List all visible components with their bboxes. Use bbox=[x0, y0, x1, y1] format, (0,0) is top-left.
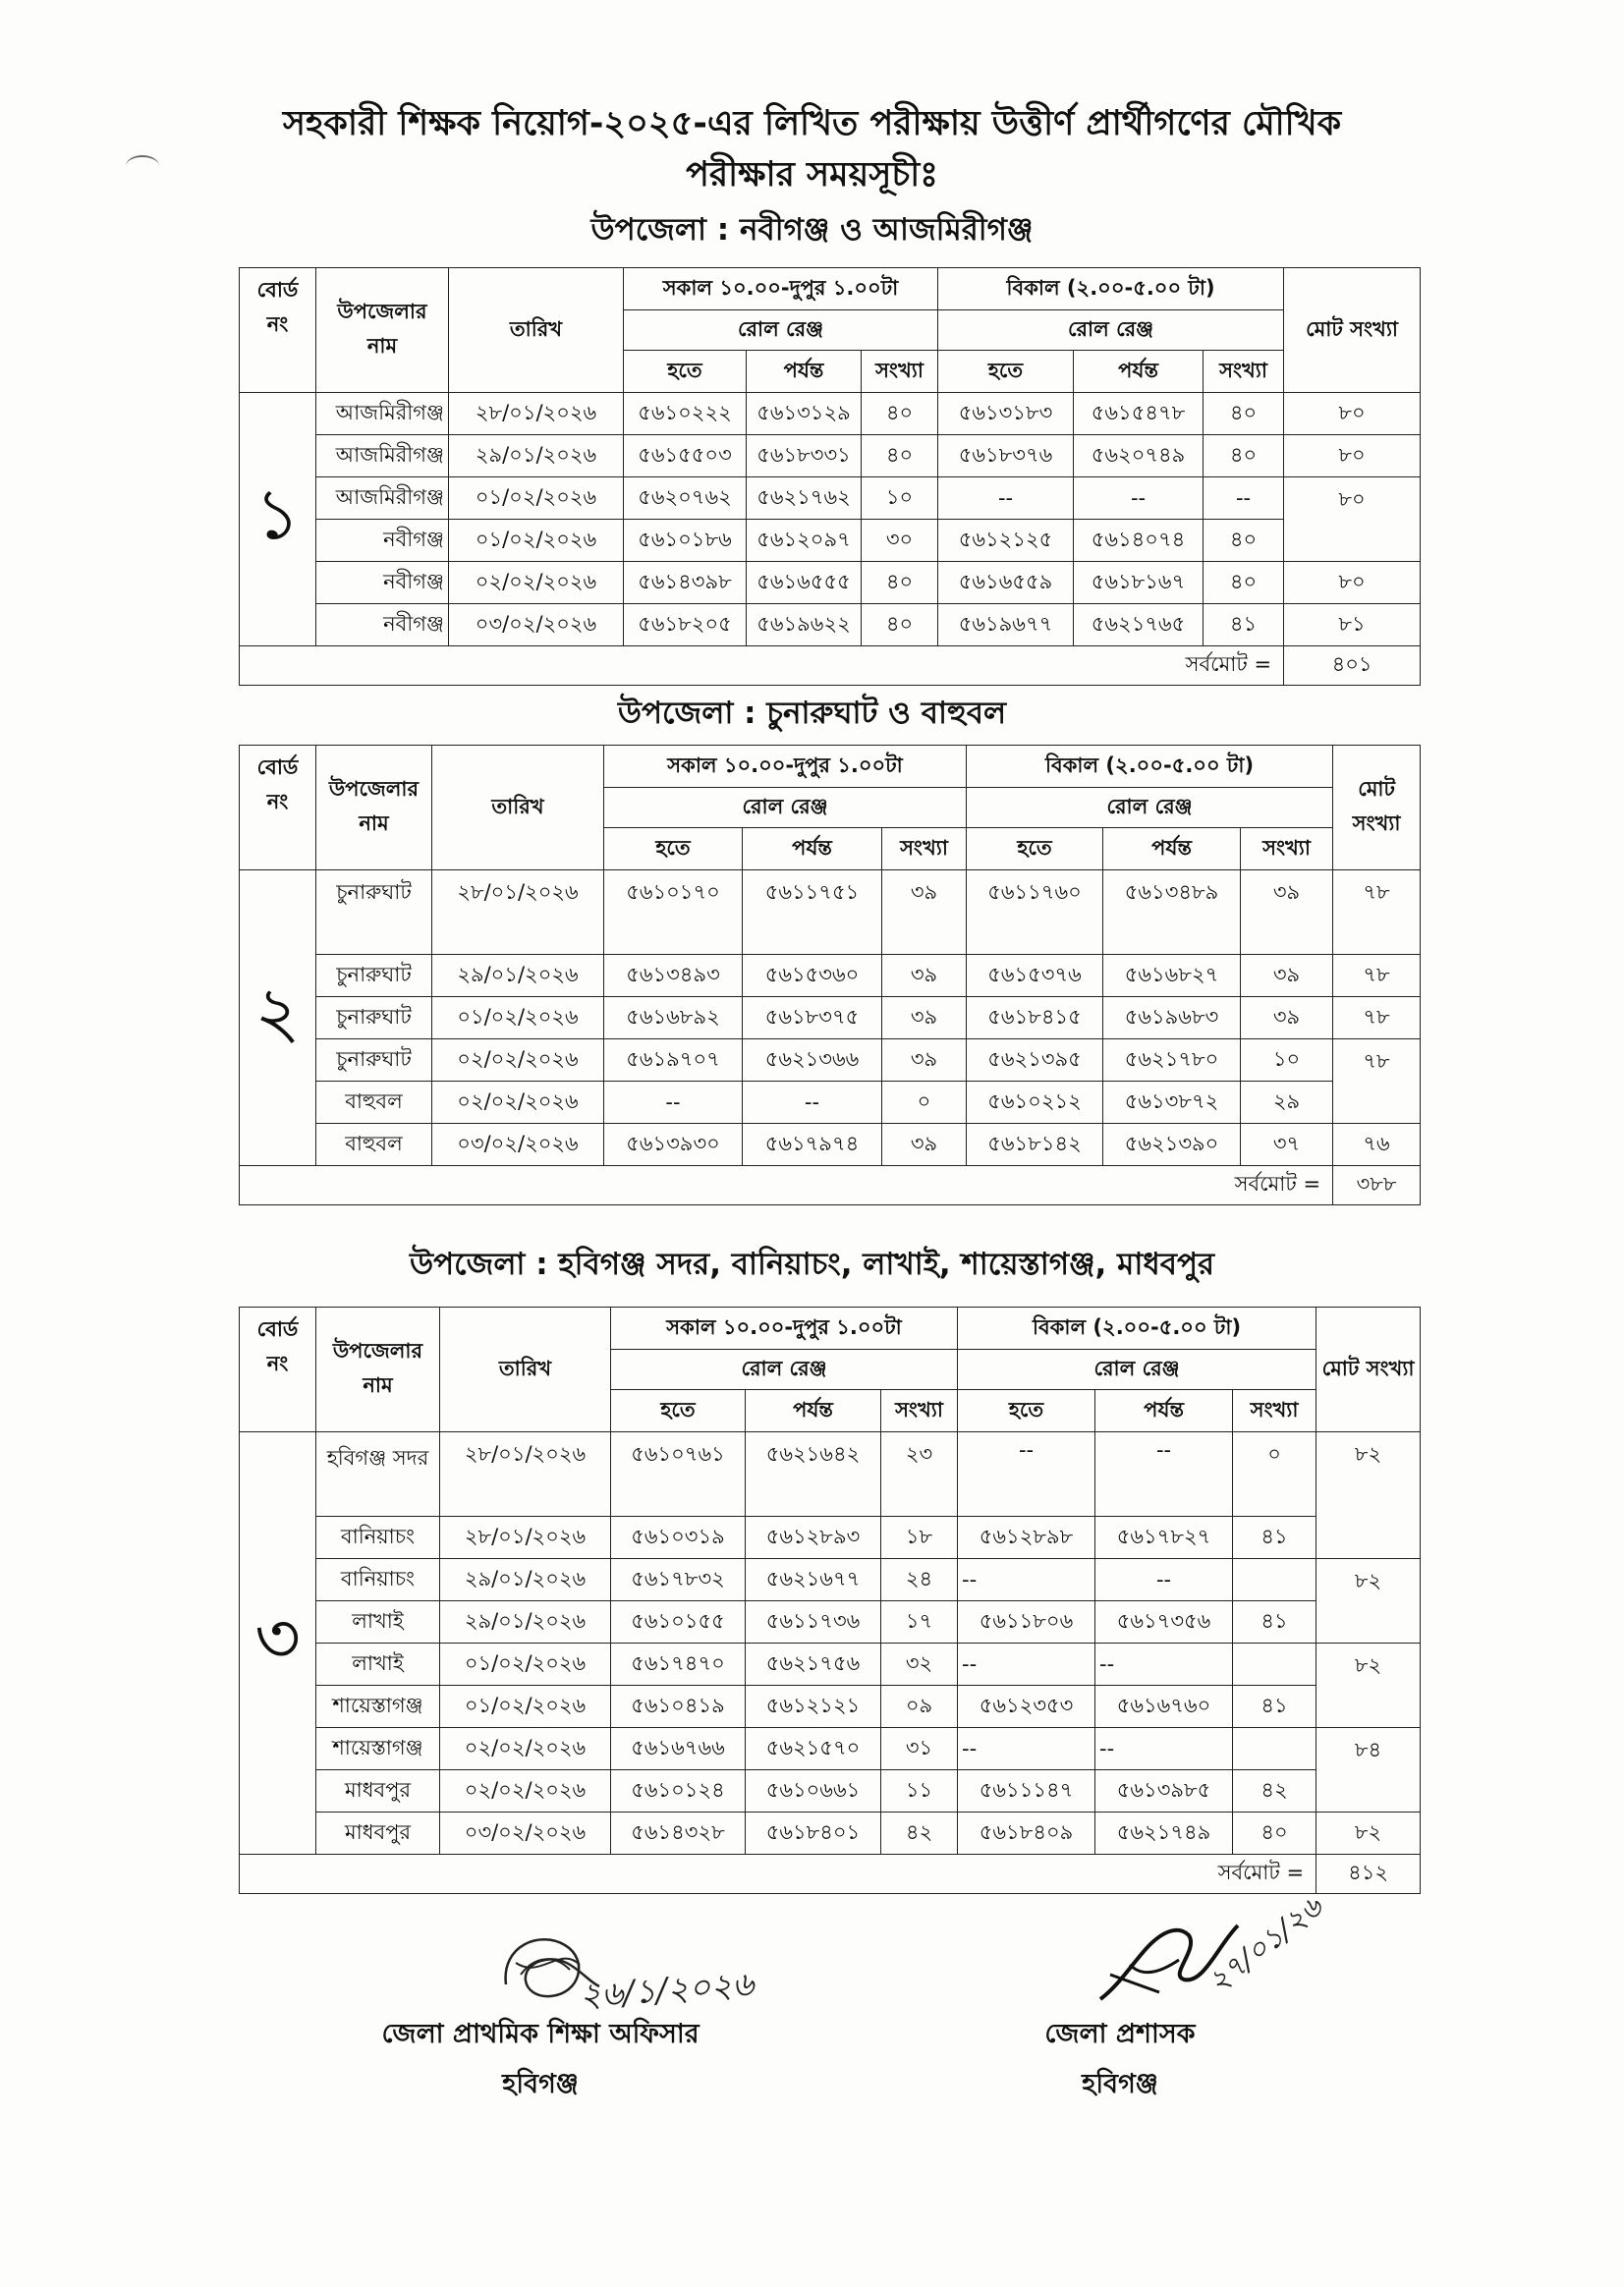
schedule-table-3 bbox=[239, 1307, 1421, 1894]
morning-to-header: পর্যন্ত bbox=[746, 1390, 881, 1432]
afternoon-from-cell: ৫৬১৯৬৭৭ bbox=[938, 604, 1074, 646]
morning-from-header: হতে bbox=[611, 1390, 746, 1432]
grand-total-value: ৩৮৮ bbox=[1333, 1166, 1421, 1205]
afternoon-from-cell: ৫৬১২১২৫ bbox=[938, 520, 1074, 562]
upazila-cell: বাহুবল bbox=[316, 1124, 432, 1166]
date-cell: ০১/০২/২০২৬ bbox=[440, 1644, 611, 1686]
date-cell: ২৮/০১/২০২৬ bbox=[440, 1432, 611, 1517]
morning-count-cell: ৩৯ bbox=[882, 997, 967, 1039]
morning-header: সকাল ১০.০০-দুপুর ১.০০টা bbox=[604, 746, 967, 788]
afternoon-count-cell: ২৯ bbox=[1241, 1082, 1333, 1124]
morning-to-cell: ৫৬২১৫৭০ bbox=[746, 1728, 881, 1770]
afternoon-to-cell: ৫৬১৩৯৮৫ bbox=[1095, 1770, 1233, 1813]
morning-from-cell: -- bbox=[604, 1082, 743, 1124]
table-row bbox=[240, 997, 1421, 1039]
afternoon-count-header: সংখ্যা bbox=[1241, 828, 1333, 870]
morning-count-cell: ৪০ bbox=[862, 393, 938, 435]
total-cell: ৮০ bbox=[1284, 562, 1421, 604]
morning-from-cell: ৫৬১৭৮৩২ bbox=[611, 1559, 746, 1601]
date-cell: ২৯/০১/২০২৬ bbox=[432, 955, 604, 997]
morning-count-cell: ২৪ bbox=[881, 1559, 958, 1601]
afternoon-to-cell: ৫৬১৬৮২৭ bbox=[1103, 955, 1241, 997]
afternoon-count-cell: ৩৭ bbox=[1241, 1124, 1333, 1166]
table-row bbox=[240, 435, 1421, 477]
afternoon-from-cell: -- bbox=[958, 1559, 1095, 1601]
upazila-cell: লাখাই bbox=[316, 1644, 440, 1686]
morning-roll-range: রোল রেঞ্জ bbox=[604, 788, 967, 828]
total-cell: ৮০ bbox=[1284, 435, 1421, 477]
afternoon-count-cell: ৪০ bbox=[1233, 1813, 1316, 1855]
total-cell: ৮২ bbox=[1316, 1813, 1421, 1855]
morning-from-cell: ৫৬১৬৭৬৬ bbox=[611, 1728, 746, 1770]
afternoon-to-cell: ৫৬১৯৬৮৩ bbox=[1103, 997, 1241, 1039]
date-cell: ০৩/০২/২০২৬ bbox=[440, 1813, 611, 1855]
left-signatory-place: হবিগঞ্জ bbox=[502, 2069, 579, 2099]
right-signature-block bbox=[1022, 2014, 1218, 2114]
total-header: মোট সংখ্যা bbox=[1284, 268, 1421, 393]
board-number: ১ bbox=[240, 393, 316, 646]
afternoon-from-cell: -- bbox=[938, 477, 1074, 520]
right-handwritten-date: ২৭/০১/২৬ bbox=[1202, 1889, 1329, 2000]
afternoon-to-cell: ৫৬১৬৭৬০ bbox=[1095, 1686, 1233, 1728]
upazila-cell: মাধবপুর bbox=[316, 1770, 440, 1813]
morning-from-cell: ৫৬১০১৭০ bbox=[604, 870, 743, 955]
grand-total-label: সর্বমোট = bbox=[240, 1166, 1333, 1205]
afternoon-count-header: সংখ্যা bbox=[1204, 351, 1284, 393]
board-number: ৩ bbox=[240, 1432, 316, 1855]
morning-from-cell: ৫৬১৫৫০৩ bbox=[624, 435, 747, 477]
afternoon-to-cell: ৫৬১৮১৬৭ bbox=[1074, 562, 1204, 604]
right-signatory-title: জেলা প্রশাসক bbox=[1044, 2019, 1196, 2049]
morning-count-cell: ১৮ bbox=[881, 1517, 958, 1559]
morning-count-cell: ০ bbox=[882, 1082, 967, 1124]
upazila-header: উপজেলার নাম bbox=[316, 268, 449, 393]
morning-to-cell: ৫৬১৮৩৩১ bbox=[747, 435, 862, 477]
date-cell: ০১/০২/২০২৬ bbox=[432, 997, 604, 1039]
afternoon-count-cell: ৪০ bbox=[1204, 562, 1284, 604]
table-row bbox=[240, 1601, 1421, 1644]
schedule-table-2 bbox=[239, 745, 1421, 1205]
morning-from-cell: ৫৬১০৭৬১ bbox=[611, 1432, 746, 1517]
morning-count-cell: ৪০ bbox=[862, 604, 938, 646]
total-cell: ৮০ bbox=[1284, 393, 1421, 435]
morning-to-cell: -- bbox=[743, 1082, 882, 1124]
afternoon-from-header: হতে bbox=[958, 1390, 1095, 1432]
table-row bbox=[240, 604, 1421, 646]
morning-from-cell: ৫৬১৩৪৯৩ bbox=[604, 955, 743, 997]
afternoon-count-cell: ৪১ bbox=[1233, 1686, 1316, 1728]
afternoon-from-cell: ৫৬১৮১৪২ bbox=[967, 1124, 1103, 1166]
date-header: তারিখ bbox=[440, 1308, 611, 1432]
total-cell: ৮২ bbox=[1316, 1644, 1421, 1728]
afternoon-count-header: সংখ্যা bbox=[1233, 1390, 1316, 1432]
board-header: বোর্ড নং bbox=[240, 746, 316, 870]
morning-to-cell: ৫৬১৩১২৯ bbox=[747, 393, 862, 435]
morning-to-cell: ৫৬২১৭৫৬ bbox=[746, 1644, 881, 1686]
table-row bbox=[240, 1124, 1421, 1166]
afternoon-header: বিকাল (২.০০-৫.০০ টা) bbox=[958, 1308, 1316, 1350]
upazila-cell: আজমিরীগঞ্জ bbox=[316, 393, 449, 435]
table-row bbox=[240, 1559, 1421, 1601]
section-2-title: উপজেলা : চুনারুঘাট ও বাহুবল bbox=[617, 696, 1007, 731]
afternoon-count-cell: -- bbox=[1204, 477, 1284, 520]
afternoon-to-cell: ৫৬২১৭৪৯ bbox=[1095, 1813, 1233, 1855]
morning-from-cell: ৫৬১৪৩২৮ bbox=[611, 1813, 746, 1855]
document-title-line1: সহকারী শিক্ষক নিয়োগ-২০২৫-এর লিখিত পরীক্ষায় উত্তীর্ণ প্রার্থীগণের মৌখিক bbox=[282, 104, 1342, 143]
afternoon-from-cell: ৫৬১১৮০৬ bbox=[958, 1601, 1095, 1644]
total-cell: ৭৮ bbox=[1333, 955, 1421, 997]
morning-to-cell: ৫৬১১৭৩৬ bbox=[746, 1601, 881, 1644]
morning-count-cell: ৪০ bbox=[862, 435, 938, 477]
afternoon-to-cell: -- bbox=[1095, 1559, 1233, 1601]
morning-count-cell: ০৯ bbox=[881, 1686, 958, 1728]
total-cell: ৭৮ bbox=[1333, 997, 1421, 1039]
afternoon-from-cell: ৫৬১০২১২ bbox=[967, 1082, 1103, 1124]
section-3-title: উপজেলা : হবিগঞ্জ সদর, বানিয়াচং, লাখাই, শায়েস্তাগঞ্জ, মাধবপুর bbox=[409, 1247, 1215, 1282]
morning-from-cell: ৫৬১০৪১৯ bbox=[611, 1686, 746, 1728]
table-row bbox=[240, 1039, 1421, 1082]
grand-total-row bbox=[240, 1855, 1421, 1894]
date-cell: ২৮/০১/২০২৬ bbox=[432, 870, 604, 955]
morning-to-cell: ৫৬১৮৪০১ bbox=[746, 1813, 881, 1855]
table-row bbox=[240, 1082, 1421, 1124]
morning-to-cell: ৫৬১২৮৯৩ bbox=[746, 1517, 881, 1559]
morning-count-cell: ১১ bbox=[881, 1770, 958, 1813]
morning-to-cell: ৫৬১৭৯৭৪ bbox=[743, 1124, 882, 1166]
morning-to-cell: ৫৬২১৬৪২ bbox=[746, 1432, 881, 1517]
date-cell: ২৮/০১/২০২৬ bbox=[440, 1517, 611, 1559]
table-row bbox=[240, 1728, 1421, 1770]
morning-to-cell: ৫৬১২১২১ bbox=[746, 1686, 881, 1728]
afternoon-from-cell: ৫৬১৬৫৫৯ bbox=[938, 562, 1074, 604]
total-cell: ৮২ bbox=[1316, 1432, 1421, 1559]
afternoon-to-cell: ৫৬১৩৪৮৯ bbox=[1103, 870, 1241, 955]
morning-count-cell: ৩৯ bbox=[882, 955, 967, 997]
upazila-header: উপজেলার নাম bbox=[316, 746, 432, 870]
afternoon-count-cell: ৪০ bbox=[1204, 393, 1284, 435]
afternoon-from-cell: ৫৬১২৮৯৮ bbox=[958, 1517, 1095, 1559]
afternoon-count-cell: ৪১ bbox=[1233, 1601, 1316, 1644]
table-row bbox=[240, 562, 1421, 604]
upazila-cell: শায়েস্তাগঞ্জ bbox=[316, 1686, 440, 1728]
grand-total-label: সর্বমোট = bbox=[240, 646, 1284, 686]
afternoon-to-cell: -- bbox=[1095, 1728, 1233, 1770]
date-cell: ০২/০২/২০২৬ bbox=[432, 1039, 604, 1082]
grand-total-row bbox=[240, 1166, 1421, 1205]
section-1-title: উপজেলা : নবীগঞ্জ ও আজমিরীগঞ্জ bbox=[590, 212, 1034, 248]
date-cell: ২৮/০১/২০২৬ bbox=[449, 393, 624, 435]
morning-to-cell: ৫৬২১৩৬৬ bbox=[743, 1039, 882, 1082]
date-cell: ০১/০২/২০২৬ bbox=[440, 1686, 611, 1728]
afternoon-from-cell: -- bbox=[958, 1644, 1095, 1686]
morning-from-cell: ৫৬১০৩১৯ bbox=[611, 1517, 746, 1559]
upazila-cell: শায়েস্তাগঞ্জ bbox=[316, 1728, 440, 1770]
afternoon-from-cell: ৫৬১৮৪০৯ bbox=[958, 1813, 1095, 1855]
morning-count-cell: ৩৯ bbox=[882, 870, 967, 955]
morning-from-cell: ৫৬১৮২০৫ bbox=[624, 604, 747, 646]
date-cell: ২৯/০১/২০২৬ bbox=[449, 435, 624, 477]
right-signatory-place: হবিগঞ্জ bbox=[1082, 2069, 1158, 2099]
upazila-cell: বানিয়াচং bbox=[316, 1517, 440, 1559]
total-cell: ৮১ bbox=[1284, 604, 1421, 646]
upazila-cell: মাধবপুর bbox=[316, 1813, 440, 1855]
afternoon-to-cell: ৫৬২১৩৯০ bbox=[1103, 1124, 1241, 1166]
afternoon-to-cell: ৫৬১৪০৭৪ bbox=[1074, 520, 1204, 562]
board-header: বোর্ড নং bbox=[240, 1308, 316, 1432]
date-cell: ০১/০২/২০২৬ bbox=[449, 477, 624, 520]
afternoon-count-cell: ৪১ bbox=[1204, 604, 1284, 646]
afternoon-from-cell: ৫৬১১৭৬০ bbox=[967, 870, 1103, 955]
afternoon-roll-range: রোল রেঞ্জ bbox=[938, 310, 1284, 351]
table-row bbox=[240, 1644, 1421, 1686]
morning-header: সকাল ১০.০০-দুপুর ১.০০টা bbox=[624, 268, 938, 310]
afternoon-to-cell: ৫৬২১৭৮০ bbox=[1103, 1039, 1241, 1082]
total-cell: ৭৮ bbox=[1333, 870, 1421, 955]
afternoon-header: বিকাল (২.০০-৫.০০ টা) bbox=[967, 746, 1333, 788]
morning-to-header: পর্যন্ত bbox=[743, 828, 882, 870]
grand-total-value: ৪০১ bbox=[1284, 646, 1421, 686]
afternoon-from-cell: -- bbox=[958, 1432, 1095, 1517]
morning-from-cell: ৫৬১০১২৪ bbox=[611, 1770, 746, 1813]
afternoon-count-cell: ৪০ bbox=[1204, 435, 1284, 477]
morning-to-cell: ৫৬২১৭৬২ bbox=[747, 477, 862, 520]
afternoon-from-header: হতে bbox=[967, 828, 1103, 870]
morning-count-cell: ৩১ bbox=[881, 1728, 958, 1770]
afternoon-count-cell: ৩৯ bbox=[1241, 955, 1333, 997]
morning-roll-range: রোল রেঞ্জ bbox=[611, 1350, 958, 1390]
morning-count-cell: ১৭ bbox=[881, 1601, 958, 1644]
table-row bbox=[240, 477, 1421, 520]
date-cell: ২৯/০১/২০২৬ bbox=[440, 1601, 611, 1644]
grand-total-value: ৪১২ bbox=[1316, 1855, 1421, 1894]
afternoon-count-cell: ৩৯ bbox=[1241, 870, 1333, 955]
afternoon-from-cell: ৫৬২১৩৯৫ bbox=[967, 1039, 1103, 1082]
morning-count-cell: ৪০ bbox=[862, 562, 938, 604]
afternoon-to-header: পর্যন্ত bbox=[1103, 828, 1241, 870]
total-cell: ৭৮ bbox=[1333, 1039, 1421, 1124]
morning-roll-range: রোল রেঞ্জ bbox=[624, 310, 938, 351]
afternoon-from-cell: ৫৬১২৩৫৩ bbox=[958, 1686, 1095, 1728]
date-cell: ২৯/০১/২০২৬ bbox=[440, 1559, 611, 1601]
morning-from-cell: ৫৬১৭৪৭০ bbox=[611, 1644, 746, 1686]
table-row bbox=[240, 1686, 1421, 1728]
afternoon-to-cell: -- bbox=[1095, 1644, 1233, 1686]
afternoon-count-cell: ৪১ bbox=[1233, 1517, 1316, 1559]
morning-to-cell: ৫৬১৬৫৫৫ bbox=[747, 562, 862, 604]
afternoon-count-cell: ০ bbox=[1233, 1432, 1316, 1517]
left-handwritten-date: ২৬/১/২০২৬ bbox=[578, 1964, 756, 2017]
afternoon-from-cell: ৫৬১৮৪১৫ bbox=[967, 997, 1103, 1039]
morning-count-header: সংখ্যা bbox=[882, 828, 967, 870]
afternoon-from-cell: ৫৬১৫৩৭৬ bbox=[967, 955, 1103, 997]
afternoon-count-cell bbox=[1233, 1644, 1316, 1686]
afternoon-count-cell: ৪২ bbox=[1233, 1770, 1316, 1813]
afternoon-to-cell: ৫৬১৭৮২৭ bbox=[1095, 1517, 1233, 1559]
afternoon-to-header: পর্যন্ত bbox=[1074, 351, 1204, 393]
upazila-cell: নবীগঞ্জ bbox=[316, 562, 449, 604]
total-cell: ৮৪ bbox=[1316, 1728, 1421, 1813]
upazila-cell: চুনারুঘাট bbox=[316, 997, 432, 1039]
afternoon-from-cell: ৫৬১৩১৮৩ bbox=[938, 393, 1074, 435]
date-cell: ০২/০২/২০২৬ bbox=[449, 562, 624, 604]
morning-count-cell: ১০ bbox=[862, 477, 938, 520]
date-cell: ০২/০২/২০২৬ bbox=[440, 1728, 611, 1770]
date-header: তারিখ bbox=[432, 746, 604, 870]
date-cell: ০২/০২/২০২৬ bbox=[440, 1770, 611, 1813]
afternoon-to-header: পর্যন্ত bbox=[1095, 1390, 1233, 1432]
grand-total-label: সর্বমোট = bbox=[240, 1855, 1316, 1894]
afternoon-count-cell bbox=[1233, 1728, 1316, 1770]
upazila-cell: নবীগঞ্জ bbox=[316, 520, 449, 562]
morning-to-header: পর্যন্ত bbox=[747, 351, 862, 393]
table-row bbox=[240, 1813, 1421, 1855]
upazila-header: উপজেলার নাম bbox=[316, 1308, 440, 1432]
upazila-cell: চুনারুঘাট bbox=[316, 1039, 432, 1082]
upazila-cell: বাহুবল bbox=[316, 1082, 432, 1124]
afternoon-count-cell: ১০ bbox=[1241, 1039, 1333, 1082]
date-cell: ০৩/০২/২০২৬ bbox=[432, 1124, 604, 1166]
total-cell: ৮০ bbox=[1284, 477, 1421, 562]
afternoon-from-cell: ৫৬১১১৪৭ bbox=[958, 1770, 1095, 1813]
afternoon-from-cell: ৫৬১৮৩৭৬ bbox=[938, 435, 1074, 477]
morning-count-cell: ৩৯ bbox=[882, 1039, 967, 1082]
morning-header: সকাল ১০.০০-দুপুর ১.০০টা bbox=[611, 1308, 958, 1350]
morning-from-cell: ৫৬১৪৩৯৮ bbox=[624, 562, 747, 604]
afternoon-from-cell: -- bbox=[958, 1728, 1095, 1770]
morning-from-cell: ৫৬১০১৫৫ bbox=[611, 1601, 746, 1644]
table-row bbox=[240, 955, 1421, 997]
afternoon-to-cell: ৫৬২১৭৬৫ bbox=[1074, 604, 1204, 646]
morning-from-header: হতে bbox=[624, 351, 747, 393]
morning-count-header: সংখ্যা bbox=[862, 351, 938, 393]
board-number: ২ bbox=[240, 870, 316, 1166]
upazila-cell: নবীগঞ্জ bbox=[316, 604, 449, 646]
table-row bbox=[240, 520, 1421, 562]
morning-from-header: হতে bbox=[604, 828, 743, 870]
afternoon-roll-range: রোল রেঞ্জ bbox=[958, 1350, 1316, 1390]
upazila-cell: চুনারুঘাট bbox=[316, 870, 432, 955]
date-cell: ০১/০২/২০২৬ bbox=[449, 520, 624, 562]
morning-from-cell: ৫৬১৩৯৩০ bbox=[604, 1124, 743, 1166]
morning-to-cell: ৫৬১০৬৬১ bbox=[746, 1770, 881, 1813]
left-signatory-title: জেলা প্রাথমিক শিক্ষা অফিসার bbox=[381, 2019, 700, 2049]
morning-count-cell: ৩০ bbox=[862, 520, 938, 562]
afternoon-count-cell: ৩৯ bbox=[1241, 997, 1333, 1039]
board-header: বোর্ড নং bbox=[240, 268, 316, 393]
total-cell: ৭৬ bbox=[1333, 1124, 1421, 1166]
morning-count-cell: ২৩ bbox=[881, 1432, 958, 1517]
total-header: মোট সংখ্যা bbox=[1333, 746, 1421, 870]
morning-from-cell: ৫৬১৬৮৯২ bbox=[604, 997, 743, 1039]
afternoon-count-cell bbox=[1233, 1559, 1316, 1601]
morning-to-cell: ৫৬১২০৯৭ bbox=[747, 520, 862, 562]
afternoon-to-cell: ৫৬১৭৩৫৬ bbox=[1095, 1601, 1233, 1644]
total-header: মোট সংখ্যা bbox=[1316, 1308, 1421, 1432]
upazila-cell: হবিগঞ্জ সদর bbox=[316, 1432, 440, 1517]
document-title-line2: পরীক্ষার সময়সূচীঃ bbox=[686, 155, 938, 195]
afternoon-roll-range: রোল রেঞ্জ bbox=[967, 788, 1333, 828]
table-row bbox=[240, 393, 1421, 435]
afternoon-from-header: হতে bbox=[938, 351, 1074, 393]
morning-to-cell: ৫৬১৯৬২২ bbox=[747, 604, 862, 646]
morning-count-cell: ৩২ bbox=[881, 1644, 958, 1686]
afternoon-to-cell: ৫৬১৩৮৭২ bbox=[1103, 1082, 1241, 1124]
total-cell: ৮২ bbox=[1316, 1559, 1421, 1644]
upazila-cell: আজমিরীগঞ্জ bbox=[316, 435, 449, 477]
afternoon-count-cell: ৪০ bbox=[1204, 520, 1284, 562]
upazila-cell: আজমিরীগঞ্জ bbox=[316, 477, 449, 520]
afternoon-to-cell: ৫৬১৫৪৭৮ bbox=[1074, 393, 1204, 435]
morning-count-cell: ৪২ bbox=[881, 1813, 958, 1855]
grand-total-row bbox=[240, 646, 1421, 686]
morning-from-cell: ৫৬১০২২২ bbox=[624, 393, 747, 435]
upazila-cell: বানিয়াচং bbox=[316, 1559, 440, 1601]
table-row bbox=[240, 1770, 1421, 1813]
morning-to-cell: ৫৬১৮৩৭৫ bbox=[743, 997, 882, 1039]
upazila-cell: চুনারুঘাট bbox=[316, 955, 432, 997]
morning-count-cell: ৩৯ bbox=[882, 1124, 967, 1166]
date-cell: ০২/০২/২০২৬ bbox=[432, 1082, 604, 1124]
table-row bbox=[240, 870, 1421, 955]
morning-count-header: সংখ্যা bbox=[881, 1390, 958, 1432]
table-row bbox=[240, 1432, 1421, 1517]
table-row bbox=[240, 1517, 1421, 1559]
upazila-cell: লাখাই bbox=[316, 1601, 440, 1644]
morning-to-cell: ৫৬১১৭৫১ bbox=[743, 870, 882, 955]
date-cell: ০৩/০২/২০২৬ bbox=[449, 604, 624, 646]
morning-from-cell: ৫৬১৯৭০৭ bbox=[604, 1039, 743, 1082]
schedule-table-1 bbox=[239, 267, 1421, 686]
date-header: তারিখ bbox=[449, 268, 624, 393]
morning-from-cell: ৫৬২০৭৬২ bbox=[624, 477, 747, 520]
left-signature-block bbox=[364, 2014, 717, 2114]
morning-to-cell: ৫৬২১৬৭৭ bbox=[746, 1559, 881, 1601]
afternoon-to-cell: ৫৬২০৭৪৯ bbox=[1074, 435, 1204, 477]
morning-to-cell: ৫৬১৫৩৬০ bbox=[743, 955, 882, 997]
afternoon-to-cell: -- bbox=[1095, 1432, 1233, 1517]
afternoon-to-cell: -- bbox=[1074, 477, 1204, 520]
morning-from-cell: ৫৬১০১৮৬ bbox=[624, 520, 747, 562]
afternoon-header: বিকাল (২.০০-৫.০০ টা) bbox=[938, 268, 1284, 310]
